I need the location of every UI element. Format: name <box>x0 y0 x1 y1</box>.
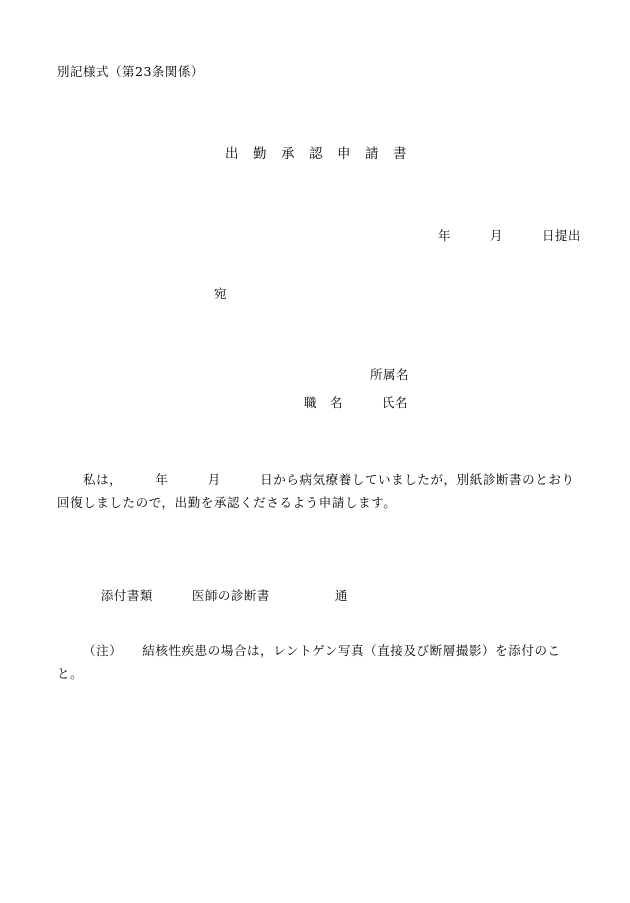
document-title: 出 勤 承 認 申 請 書 <box>225 146 407 162</box>
attachment-line: 添付書類 医師の診断書 通 <box>100 588 348 603</box>
jobtitle-name-line: 職 名 氏名 <box>304 395 409 410</box>
note-line-2: と。 <box>57 666 84 681</box>
note-paragraph <box>57 639 577 685</box>
body-line-1: 私は， 年 月 日から病気療養していましたが，別紙診断書のとおり <box>83 472 575 487</box>
addressee-label: 宛 <box>214 286 228 301</box>
form-id-label: 別記様式（第23条関係） <box>57 64 204 79</box>
submission-date-line: 年 月 日提出 <box>438 228 582 243</box>
body-line-2: 回復しましたので，出勤を承認くださるよう申請します。 <box>57 495 397 510</box>
note-line-1: （注） 結核性疾患の場合は，レントゲン写真（直接及び断層撮影）を添付のこ <box>83 643 561 658</box>
affiliation-label: 所属名 <box>370 367 410 382</box>
body-paragraph <box>57 468 577 514</box>
attachment-section <box>57 571 348 619</box>
